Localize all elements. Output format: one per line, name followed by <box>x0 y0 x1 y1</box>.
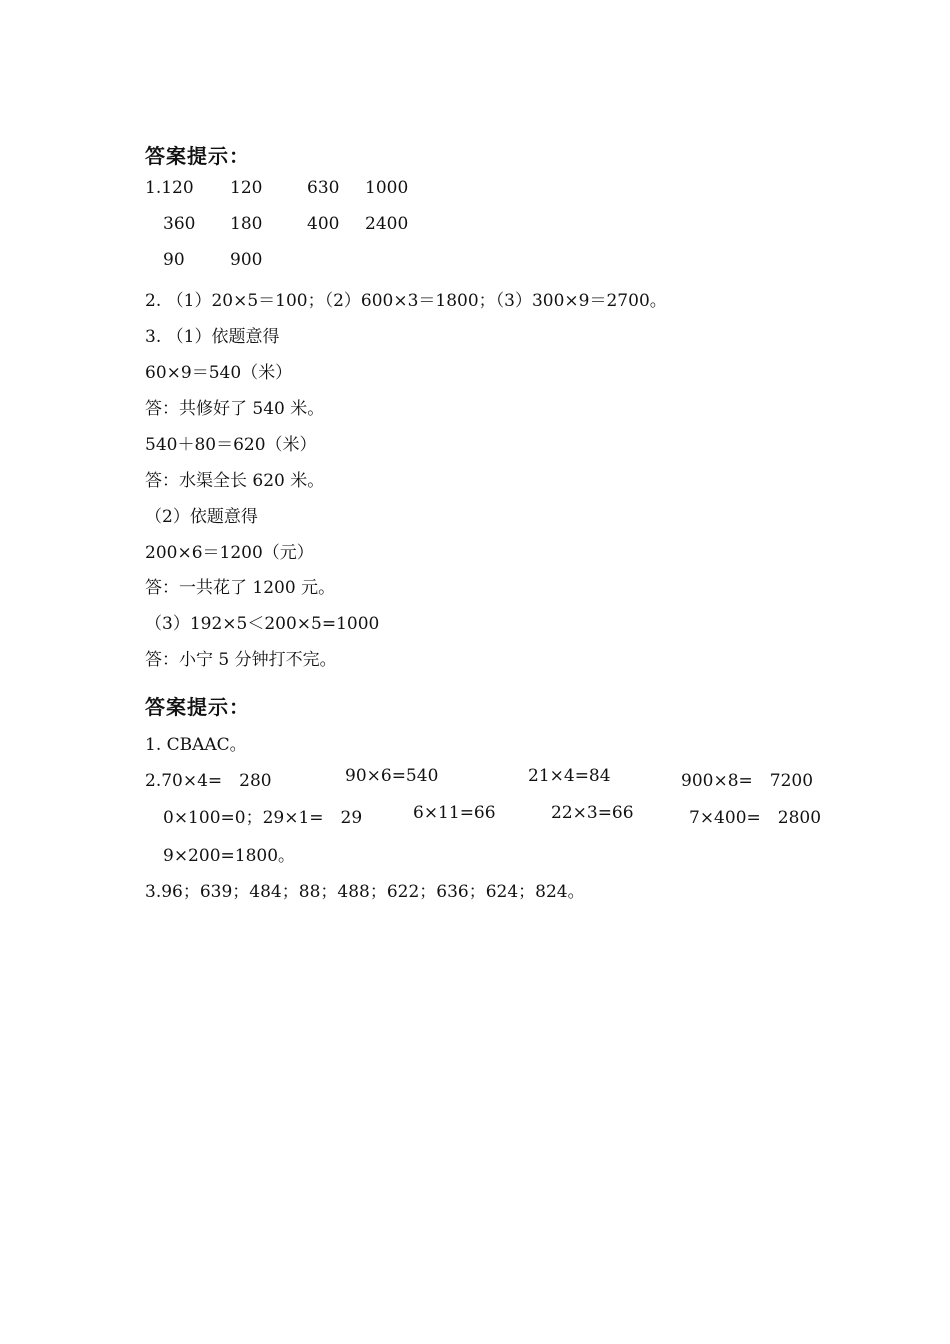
s2-q2-r1-c4: 900×8= 7200 <box>681 771 814 791</box>
section2-heading: 答案提示： <box>145 695 250 719</box>
s1-q1-r2-c2: 180 <box>230 214 263 234</box>
s1-q1-r1-c1: 1.120 <box>145 178 194 198</box>
s2-q2-r2-c3: 22×3=66 <box>551 803 634 823</box>
s2-q2-r1-c3: 21×4=84 <box>528 766 611 786</box>
s2-q2-r1-c2: 90×6=540 <box>345 766 439 786</box>
s1-q1-r1-c2: 120 <box>230 178 263 198</box>
s2-q3: 3.96；639；484；88；488；622；636；624；824。 <box>145 882 585 902</box>
s2-q1: 1. CBAAC。 <box>145 735 247 755</box>
s1-q3-p2-title: （2）依题意得 <box>145 507 258 527</box>
s1-q1-r3-c1: 90 <box>163 250 185 270</box>
s1-q3-p2-calc: 200×6＝1200（元） <box>145 543 314 563</box>
s1-q3-p1-ans1: 答：共修好了 540 米。 <box>145 399 325 419</box>
s1-q3-p1-calc1: 60×9＝540（米） <box>145 363 293 383</box>
s1-q1-r2-c3: 400 <box>307 214 340 234</box>
s2-q2-r1-c1: 2.70×4= 280 <box>145 771 272 791</box>
s1-q1-r1-c3: 630 <box>307 178 340 198</box>
s1-q1-r1-c4: 1000 <box>365 178 409 198</box>
s1-q3-p1-ans2: 答：水渠全长 620 米。 <box>145 471 325 491</box>
s1-q3-p3-calc: （3）192×5＜200×5=1000 <box>145 614 380 634</box>
section1-heading: 答案提示： <box>145 144 250 168</box>
s1-q3-p3-ans: 答：小宁 5 分钟打不完。 <box>145 650 337 670</box>
s1-q1-r3-c2: 900 <box>230 250 263 270</box>
s1-q3-p2-ans: 答：一共花了 1200 元。 <box>145 578 336 598</box>
s2-q2-r2-c2: 6×11=66 <box>413 803 496 823</box>
s1-q3-p1-title: 3. （1）依题意得 <box>145 327 280 347</box>
s2-q2-r3: 9×200=1800。 <box>163 846 296 866</box>
s2-q2-r2-c4: 7×400= 2800 <box>689 808 822 828</box>
s1-q1-r2-c1: 360 <box>163 214 196 234</box>
s1-q1-r2-c4: 2400 <box>365 214 409 234</box>
s2-q2-r2-c1: 0×100=0；29×1= 29 <box>163 808 363 828</box>
s1-q2: 2. （1）20×5＝100；（2）600×3＝1800；（3）300×9＝2700。 <box>145 291 667 311</box>
s1-q3-p1-calc2: 540＋80＝620（米） <box>145 435 317 455</box>
